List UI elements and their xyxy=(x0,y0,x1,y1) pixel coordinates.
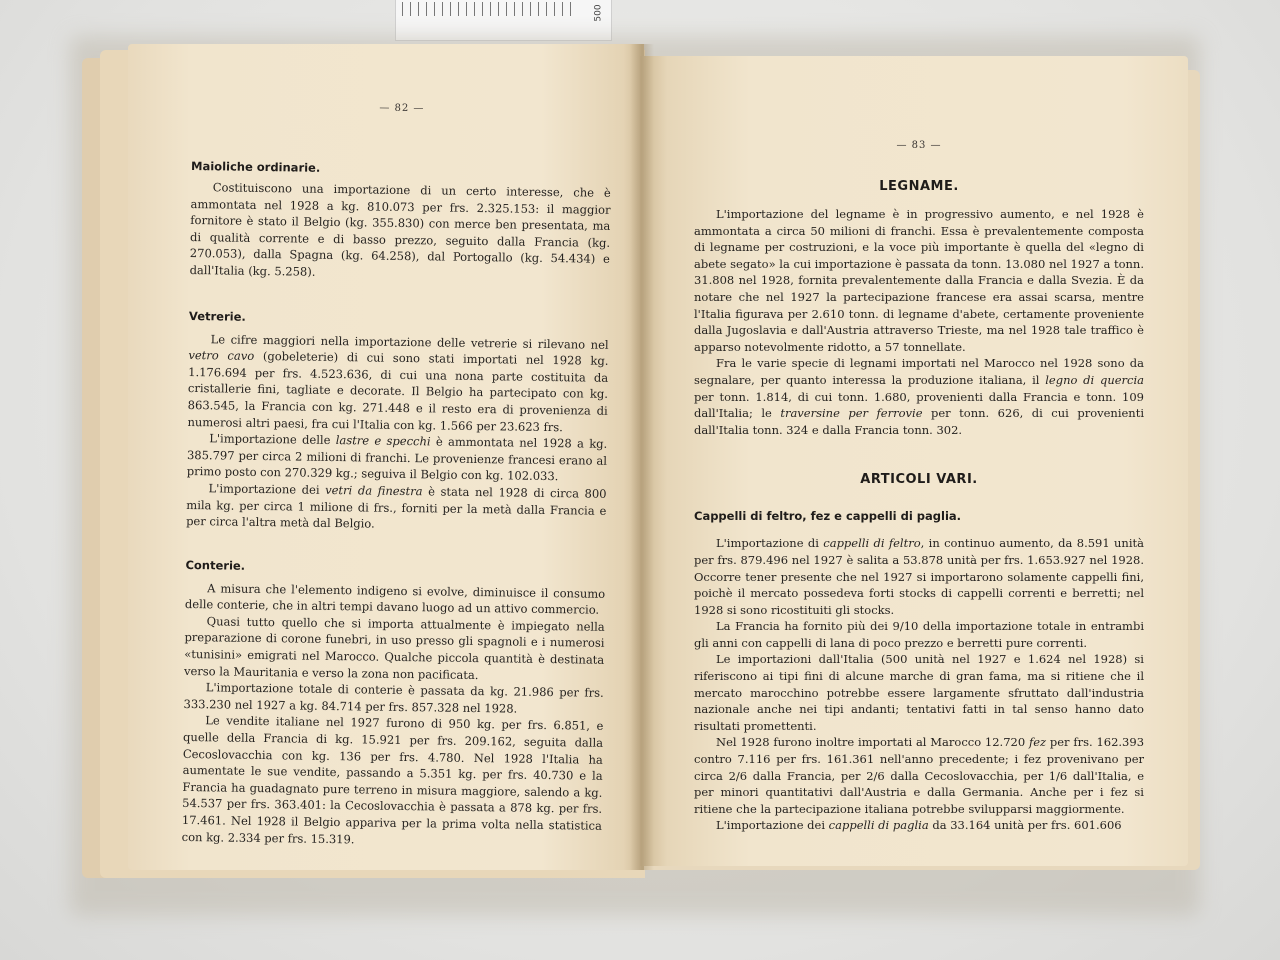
page-number: — 82 — xyxy=(379,102,425,115)
text-run: per frs. 162.393 contro 7.116 per frs. 161.361 nell'anno precedente; i fez provenivano per circa 2/6 dalla Francia, per 2/6 dalla Cecoslovacchia, per 1/6 dall'Italia, e per minori quantitativi dall'Austria e dalla Germania. Anche per i fez si ritiene che la partecipazione italiana potrebbe svilupparsi maggiormente. xyxy=(694,735,1145,816)
text-run: L'importazione dei xyxy=(208,481,320,497)
section-heading: Vetrerie. xyxy=(188,308,246,324)
text-run: Fra le varie specie di legnami importati nel Marocco nel 1928 sono da segnalare, per quanto interessa la produzione italiana, il xyxy=(694,356,1144,387)
text-run: , in continuo aumento, da 8.591 unità per frs. 879.496 nel 1927 è salita a 53.878 unità per frs. 1.653.927 nel 1928. Occorre tener presente che nel 1927 si importarono solamente cappelli fini, poichè il mercato possedeva forti stocks di cappelli correnti e berretti; nel 1928 si sono ricostituiti gli stocks. xyxy=(694,536,1144,617)
book-gutter xyxy=(630,44,654,870)
ruler-label: 500 xyxy=(593,4,604,22)
paragraph xyxy=(694,535,1144,618)
paragraph: Le vendite italiane nel 1927 furono di 950 kg. per frs. 6.851, e quelle della Francia di kg. 15.921 per frs. 209.162, seguita dalla Cecoslovacchia con kg. 136 per frs. 4.780. Nel 1928 l'Italia ha aumentate le sue vendite, passando a 5.351 kg. per frs. 40.730 e la Francia ha guadagnato pure terreno in misura maggiore, salendo a kg. 54.537 per frs. 363.401: la Cecoslovacchia è passata a 878 kg. per frs. 17.461. Nel 1928 il Belgio appariva per la prima volta nella statistica con kg. 2.334 per frs. 15.319. xyxy=(181,713,604,846)
right-page-text xyxy=(694,140,1144,834)
text-run: è ammontata nel 1928 a kg. 385.797 per circa 2 milioni di franchi. Le provenienze francesi erano al primo posto con 270.329 kg.; seguiva il Belgio con kg. 102.033. xyxy=(186,434,608,484)
text-run: (gobeleterie) di cui sono stati importati nel 1928 kg. 1.176.694 per frs. 4.523.636, di cui una nona parte costituita da cristallerie fini, tagliate e decorate. Il Belgio ha partecipato con kg. 863.545, la Francia con kg. 271.448 e il resto era di provenienza di numerosi altri paesi, fra cui l'Italia con kg. 1.566 per 23.623 frs. xyxy=(187,349,609,434)
text-run: è stata nel 1928 di circa 800 mila kg. per circa 1 milione di frs., forniti per la metà dalla Francia e per circa l'altra metà dal Belgio. xyxy=(186,484,607,531)
paragraph: Le importazioni dall'Italia (500 unità nel 1927 e 1.624 nel 1928) si riferiscono ai tipi fini di alcune marche di gran fama, ma si ritiene che il mercato marocchino potrebbe essere largamente sfruttato dall'industria nazionale anche nei tipi andanti; tentativi fatti in tal senso hanno dato risultati promettenti. xyxy=(694,652,1144,733)
page-number: — 83 — xyxy=(896,140,942,151)
left-page-text xyxy=(182,100,612,851)
section-conterie xyxy=(182,558,606,851)
section-heading: ARTICOLI VARI. xyxy=(860,472,978,488)
section-maioliche xyxy=(190,159,612,284)
text-run: L'importazione dei xyxy=(716,818,826,833)
italic-term: traversine per ferrovie xyxy=(780,406,923,421)
text-run: per tonn. 1.814, di cui tonn. 1.680, provenienti dalla Francia e tonn. 109 dall'Italia; le xyxy=(694,389,1144,421)
italic-term: legno di quercia xyxy=(1045,372,1144,387)
paragraph xyxy=(186,480,607,536)
section-heading: LEGNAME. xyxy=(879,179,959,194)
text-run: per tonn. 626, di cui provenienti dall'Italia tonn. 324 e dalla Francia tonn. 302. xyxy=(694,406,1145,437)
paragraph: Costituiscono una importazione di un certo interesse, che è ammontata nel 1928 a kg. 810.073 per frs. 2.325.153: il maggior fornitore è stato il Belgio (kg. 355.830) con merce ben presentata, ma di qualità corrente e di basso prezzo, seguito dalla Francia (kg. 270.053), dalla Spagna (kg. 64.258), dal Portogallo (kg. 54.434) e dall'Italia (kg. 5.258). xyxy=(189,180,611,279)
italic-term: vetro cavo xyxy=(188,348,255,364)
paragraph xyxy=(187,331,608,436)
section-articoli-vari xyxy=(694,472,1144,834)
paragraph: A misura che l'elemento indigeno si evolve, diminuisce il consumo delle conterie, che in altri tempi davano luogo ad un attivo commercio. xyxy=(184,580,606,618)
paragraph: L'importazione totale di conterie è passata da kg. 21.986 per frs. 333.230 nel 1927 a kg. 84.714 per frs. 857.328 nel 1928. xyxy=(183,680,604,716)
text-run: L'importazione delle xyxy=(209,431,331,448)
paragraph xyxy=(187,430,608,486)
paragraph xyxy=(694,817,1144,834)
italic-term: fez xyxy=(1028,735,1047,750)
italic-term: lastre e specchi xyxy=(335,433,431,449)
text-run: Le cifre maggiori nella importazione delle vetrerie si rilevano nel xyxy=(210,331,609,352)
text-run: da 33.164 unità per frs. 601.606 xyxy=(932,818,1122,833)
section-heading: Conterie. xyxy=(185,557,246,573)
paragraph: La Francia ha fornito più dei 9/10 della importazione totale in entrambi gli anni con cappelli di lana di poco prezzo e berretti pure correnti. xyxy=(694,619,1144,650)
italic-term: vetri da finestra xyxy=(325,482,423,499)
paragraph: L'importazione del legname è in progressivo aumento, e nel 1928 è ammontata a circa 50 milioni di franchi. Essa è prevalentemente composta di legname per costruzioni, e la voce più importante è quella del «legno di abete segato» la cui importazione è passata da tonn. 13.080 nel 1927 a tonn. 31.808 nel 1928, fornita prevalentemente dalla Francia e dalla Svezia. È da notare che nel 1927 la partecipazione francese era assai scarsa, mentre l'Italia figurava per 2.610 tonn. di legname d'abete, certamente proveniente dalla Jugoslavia e dall'Austria attraverso Trieste, ma nel 1928 tale traffico è apparso notevolmente ridotto, a 57 tonnellate. xyxy=(694,207,1144,354)
section-legname xyxy=(694,179,1144,438)
measuring-ruler xyxy=(395,0,612,41)
paragraph: Quasi tutto quello che si importa attualmente è impiegato nella preparazione di corone funebri, in uso presso gli spagnoli e i numerosi «tunisini» emigrati nel Marocco. Qualche piccola quantità è destinata verso la Mauritania e verso la zona non pacificata. xyxy=(183,614,605,682)
italic-term: cappelli di feltro xyxy=(823,536,921,551)
section-subheading: Cappelli di feltro, fez e cappelli di paglia. xyxy=(694,509,962,524)
section-vetrerie xyxy=(186,309,609,536)
section-heading: Maioliche ordinarie. xyxy=(190,158,321,175)
paragraph xyxy=(694,734,1144,817)
text-run: Nel 1928 furono inoltre importati al Marocco 12.720 xyxy=(716,735,1026,750)
ruler-ticks xyxy=(402,2,572,28)
paragraph xyxy=(694,355,1144,438)
italic-term: cappelli di paglia xyxy=(828,818,929,833)
text-run: L'importazione di xyxy=(716,536,819,551)
